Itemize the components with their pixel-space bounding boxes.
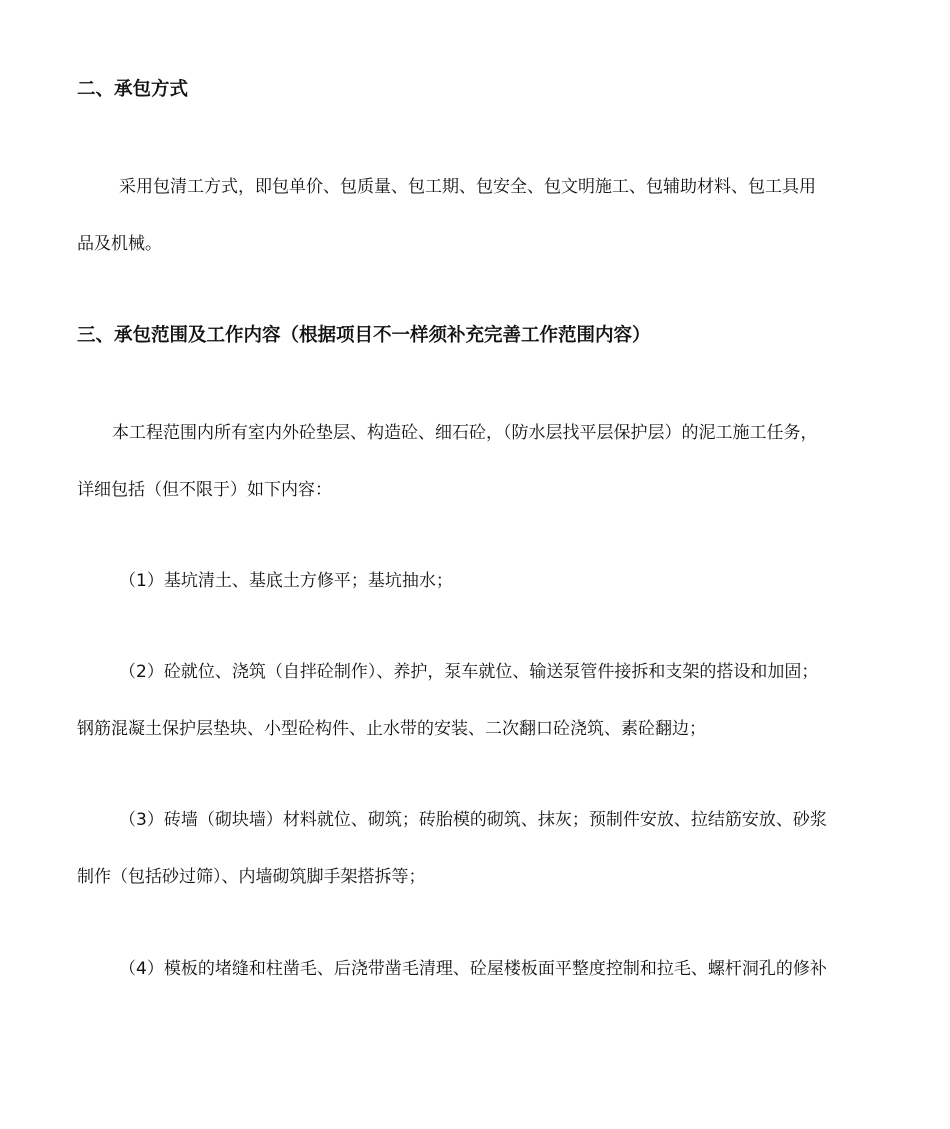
- section-heading-contract-scope: 三、承包范围及工作内容（根据项目不一样须补充完善工作范围内容）: [77, 325, 651, 346]
- list-item-2-line-1: （2）砼就位、浇筑（自拌砼制作）、养护，泵车就位、输送泵管件接拆和支架的搭设和加固；: [119, 662, 819, 682]
- list-item-2-line-2: 钢筋混凝土保护层垫块、小型砼构件、止水带的安装、二次翻口砼浇筑、素砼翻边；: [77, 719, 706, 739]
- paragraph-scope-intro-line-1: 本工程范围内所有室内外砼垫层、构造砼、细石砼，（防水层找平层保护层）的泥工施工任务，: [112, 423, 818, 443]
- list-item-3-line-2: 制作（包括砂过筛）、内墙砌筑脚手架搭拆等；: [77, 867, 426, 887]
- section-heading-contract-method: 二、承包方式: [77, 79, 189, 100]
- list-item-3-line-1: （3）砖墙（砌块墙）材料就位、砌筑；砖胎模的砌筑、抹灰；预制件安放、拉结筋安放、砂浆: [119, 810, 827, 830]
- paragraph-contract-method-line-1: 采用包清工方式，即包单价、包质量、包工期、包安全、包文明施工、包辅助材料、包工具用: [119, 177, 816, 197]
- paragraph-contract-method-line-2: 品及机械。: [77, 234, 162, 254]
- list-item-4-line-1: （4）模板的堵缝和柱凿毛、后浇带凿毛清理、砼屋楼板面平整度控制和拉毛、螺杆洞孔的修补: [119, 959, 827, 979]
- list-item-1-line-1: （1）基坑清土、基底土方修平；基坑抽水；: [119, 571, 453, 591]
- paragraph-scope-intro-line-2: 详细包括（但不限于）如下内容：: [77, 480, 332, 500]
